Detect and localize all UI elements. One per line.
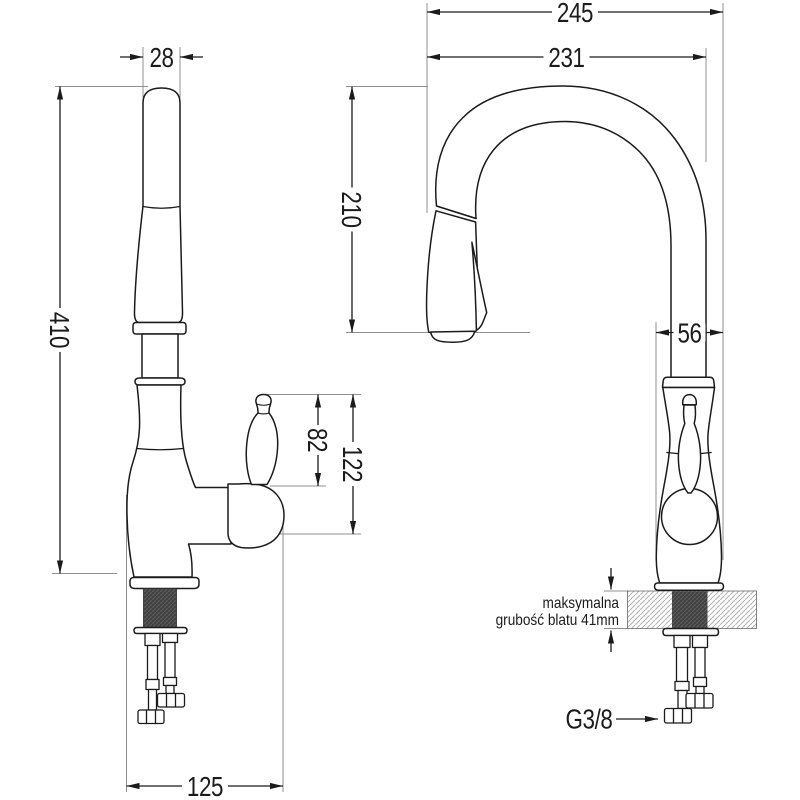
lever-knob-front: [683, 395, 697, 405]
supply-hoses-profile: [665, 636, 714, 724]
base-plate-side: [130, 578, 199, 589]
dim-label-body-height: 122: [336, 445, 368, 483]
counter-note-line1: maksymalna: [542, 595, 619, 613]
thread-size-label: G3/8: [565, 704, 613, 736]
dim-label-total-height: 410: [43, 311, 75, 349]
faucet-body-side: [127, 385, 231, 577]
supply-hoses-side: [138, 634, 185, 724]
mounting-flange-side: [134, 628, 187, 634]
dim-label-spout-reach: 231: [548, 42, 585, 74]
neck-cylinder: [142, 334, 178, 378]
counter-note-line2: grubość blatu 41mm: [495, 612, 619, 630]
base-plate-profile: [655, 583, 724, 590]
cartridge-circle: [662, 489, 718, 545]
dim-label-handle-height: 82: [301, 427, 333, 453]
faucet-side-view: [127, 88, 284, 724]
pipe-cap: [663, 377, 715, 387]
spout-column: [134, 88, 182, 323]
lever-handle-side: [246, 395, 277, 485]
valve-housing-side: [228, 484, 284, 548]
dim-label-spout-top-width: 28: [149, 42, 174, 74]
dim-label-base-width: 56: [677, 318, 702, 350]
threaded-shank-side: [144, 589, 177, 628]
aerator-face: [431, 331, 475, 342]
dim-label-spout-height: 210: [335, 191, 367, 228]
dim-label-total-reach: 245: [556, 0, 594, 29]
threaded-shank-profile: [672, 591, 708, 628]
dim-label-base-depth: 125: [186, 771, 224, 800]
neck-flange: [135, 378, 185, 385]
spout-flange: [133, 323, 186, 335]
mounting-flange-profile: [663, 629, 719, 636]
spray-head: [427, 211, 479, 336]
